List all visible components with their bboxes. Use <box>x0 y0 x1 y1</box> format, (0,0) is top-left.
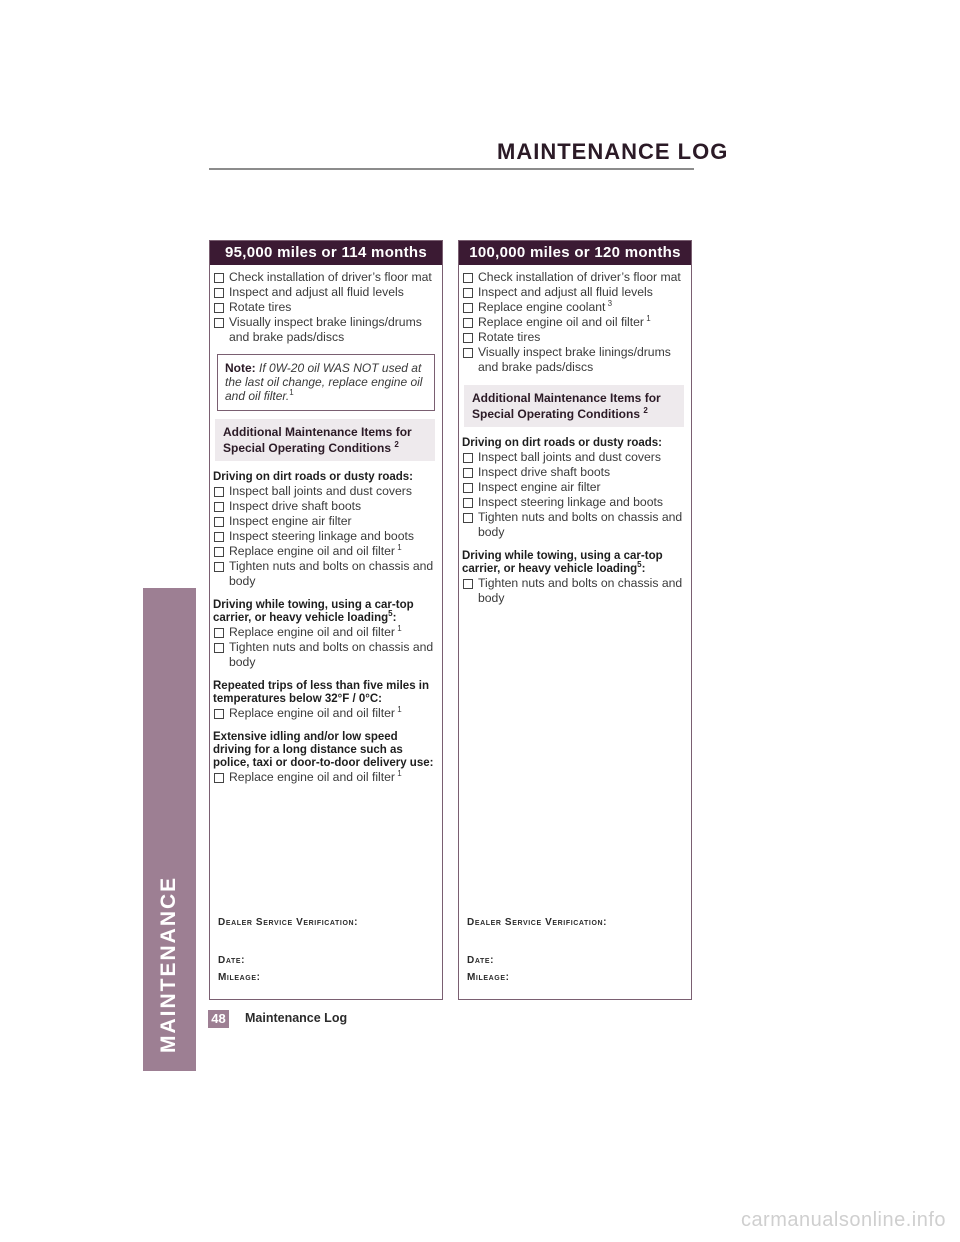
interval-heading: 100,000 miles or 120 months <box>459 241 691 265</box>
checklist-item-text: Rotate tires <box>478 330 541 344</box>
additional-items-footnote: 2 <box>643 406 648 415</box>
checklist-item-text: Inspect drive shaft boots <box>478 465 611 479</box>
checklist-item <box>462 285 688 300</box>
footnote-marker: 1 <box>395 542 402 552</box>
mileage-label: Mileage: <box>467 972 510 983</box>
checkbox[interactable] <box>214 532 224 542</box>
checklist <box>213 270 439 345</box>
checklist-item <box>462 345 688 375</box>
checklist-item <box>213 315 439 345</box>
checklist-item <box>462 300 688 315</box>
checkbox[interactable] <box>463 513 473 523</box>
oil-note <box>217 354 435 411</box>
title-divider <box>209 168 694 170</box>
checkbox[interactable] <box>463 453 473 463</box>
checkbox[interactable] <box>463 288 473 298</box>
page-number: 48 <box>208 1010 229 1028</box>
checkbox[interactable] <box>463 303 473 313</box>
checklist-item-text: Inspect and adjust all fluid levels <box>229 285 404 299</box>
checklist-item <box>213 514 439 529</box>
additional-items-title: Additional Maintenance Items for Special Operating Conditions <box>472 391 661 421</box>
checkbox[interactable] <box>214 273 224 283</box>
checklist-item <box>462 270 688 285</box>
checklist-item-text: Tighten nuts and bolts on chassis and body <box>229 559 434 588</box>
interval-100000-column <box>458 240 692 1000</box>
interval-95000-column <box>209 240 443 1000</box>
checklist-item-text: Inspect engine air filter <box>478 480 601 494</box>
condition-title-text: Driving while towing, using a car-top carrier, or heavy vehicle loading <box>213 599 414 624</box>
condition-sections <box>462 437 688 606</box>
checklist-item <box>213 544 439 559</box>
checklist-item-text: Inspect engine air filter <box>229 514 352 528</box>
footnote-marker: 1 <box>644 313 651 323</box>
checkbox[interactable] <box>214 487 224 497</box>
checklist-item-text: Inspect steering linkage and boots <box>229 529 414 543</box>
checklist-item <box>462 330 688 345</box>
checkbox[interactable] <box>214 709 224 719</box>
checklist-item <box>213 499 439 514</box>
checkbox[interactable] <box>214 547 224 557</box>
mileage-label: Mileage: <box>218 972 261 983</box>
checklist-item-text: Inspect and adjust all fluid levels <box>478 285 653 299</box>
additional-items-title: Additional Maintenance Items for Special Operating Conditions <box>223 425 412 455</box>
checklist-item <box>462 576 688 606</box>
side-tab-label: MAINTENANCE <box>157 875 180 1053</box>
checklist-item-text: Replace engine oil and oil filter <box>229 544 395 558</box>
footnote-marker: 1 <box>395 768 402 778</box>
checklist-item-text: Check installation of driver’s floor mat <box>478 270 681 284</box>
checklist-item <box>462 495 688 510</box>
interval-heading: 95,000 miles or 114 months <box>210 241 442 265</box>
checkbox[interactable] <box>214 562 224 572</box>
checkbox[interactable] <box>214 318 224 328</box>
column-body <box>459 265 691 606</box>
checklist-item <box>462 510 688 540</box>
checklist-item-text: Replace engine oil and oil filter <box>229 770 395 784</box>
checklist-item <box>213 300 439 315</box>
page-title: MAINTENANCE LOG <box>497 139 729 164</box>
checkbox[interactable] <box>463 579 473 589</box>
additional-items-footnote: 2 <box>394 440 399 449</box>
additional-items-box <box>464 385 684 427</box>
footnote-marker: 3 <box>605 298 613 308</box>
checklist-item-text: Tighten nuts and bolts on chassis and body <box>478 576 683 605</box>
checklist-item-text: Replace engine coolant <box>478 300 606 314</box>
condition-title <box>213 680 439 706</box>
checklist-item-text: Replace engine oil and oil filter <box>478 315 644 329</box>
checklist-item <box>213 559 439 589</box>
checkbox[interactable] <box>214 303 224 313</box>
checklist <box>462 270 688 375</box>
checklist-item-text: Visually inspect brake linings/drums and brake pads/discs <box>478 345 671 374</box>
checklist-item <box>213 285 439 300</box>
checklist-item <box>462 465 688 480</box>
checklist-item <box>213 484 439 499</box>
checkbox[interactable] <box>463 483 473 493</box>
checkbox[interactable] <box>463 273 473 283</box>
checklist-item-text: Replace engine oil and oil filter <box>229 706 395 720</box>
dealer-verification-label: Dealer Service Verification: <box>218 917 359 928</box>
checkbox[interactable] <box>463 318 473 328</box>
checkbox[interactable] <box>463 348 473 358</box>
condition-title <box>462 437 688 450</box>
checklist-item <box>213 770 439 785</box>
footnote-marker: 5 <box>388 609 393 619</box>
column-body <box>210 265 442 785</box>
checklist-item <box>213 640 439 670</box>
condition-title: Driving while towing, using a car-top carrier, or heavy vehicle loading$^5$: <box>213 599 414 624</box>
checkbox[interactable] <box>214 628 224 638</box>
dealer-verification-label: Dealer Service Verification: <box>467 917 608 928</box>
checklist-item-text: Inspect ball joints and dust covers <box>478 450 661 464</box>
condition-title-text: Repeated trips of less than five miles in temperatures below 32°F / 0°C: <box>213 680 430 705</box>
checkbox[interactable] <box>463 468 473 478</box>
footnote-marker: 1 <box>395 704 402 714</box>
condition-sections <box>213 471 439 785</box>
condition-title <box>213 471 439 484</box>
side-tab <box>143 588 196 1071</box>
checklist-item-text: Inspect drive shaft boots <box>229 499 362 513</box>
date-label: Date: <box>467 955 495 966</box>
condition-title-text: Driving on dirt roads or dusty roads: <box>462 437 662 449</box>
condition-title-text: Extensive idling and/or low speed driving for a long distance such as police, taxi or door-to-door delivery use: <box>213 731 434 769</box>
checklist-item <box>462 450 688 465</box>
condition-title-text: Driving while towing, using a car-top carrier, or heavy vehicle loading <box>462 550 663 575</box>
condition-title <box>213 731 439 770</box>
footnote-marker: 5 <box>637 560 642 570</box>
checklist-item-text: Check installation of driver’s floor mat <box>229 270 432 284</box>
checklist-item <box>213 270 439 285</box>
checklist-item-text: Inspect ball joints and dust covers <box>229 484 412 498</box>
checklist-item-text: Rotate tires <box>229 300 292 314</box>
checkbox[interactable] <box>214 502 224 512</box>
checklist-item-text: Tighten nuts and bolts on chassis and body <box>229 640 434 669</box>
note-text: If 0W-20 oil WAS NOT used at the last oil change, replace engine oil and oil filter. <box>225 361 423 403</box>
checklist-item <box>462 315 688 330</box>
checklist-item <box>213 706 439 721</box>
checklist-item-text: Replace engine oil and oil filter <box>229 625 395 639</box>
checkbox[interactable] <box>214 643 224 653</box>
checklist-item-text: Inspect steering linkage and boots <box>478 495 663 509</box>
checkbox[interactable] <box>214 288 224 298</box>
checklist-item <box>213 529 439 544</box>
checklist-item <box>213 625 439 640</box>
checkbox[interactable] <box>214 517 224 527</box>
checkbox[interactable] <box>214 773 224 783</box>
condition-title: Driving while towing, using a car-top carrier, or heavy vehicle loading$^5$: <box>462 550 663 575</box>
note-label: Note: <box>225 361 256 375</box>
checkbox[interactable] <box>463 498 473 508</box>
additional-items-box <box>215 419 435 461</box>
date-label: Date: <box>218 955 246 966</box>
watermark: carmanualsonline.info <box>740 1209 946 1231</box>
checkbox[interactable] <box>463 333 473 343</box>
condition-title-text: Driving on dirt roads or dusty roads: <box>213 471 413 483</box>
footnote-marker: 1 <box>395 623 402 633</box>
footer-label: Maintenance Log <box>245 1011 348 1025</box>
checklist-item-text: Visually inspect brake linings/drums and brake pads/discs <box>229 315 422 344</box>
checklist-item <box>462 480 688 495</box>
note-footnote: 1 <box>289 388 294 397</box>
checklist-item-text: Tighten nuts and bolts on chassis and body <box>478 510 683 539</box>
